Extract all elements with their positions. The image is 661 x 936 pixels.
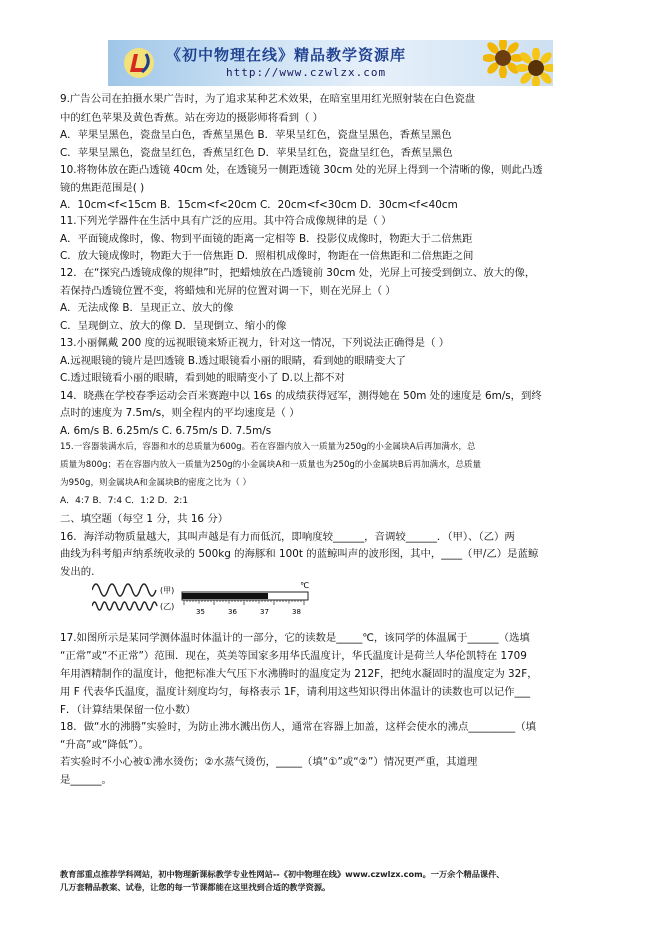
text-line: 10.将物体放在距凸透镜 40cm 处，在透镜另一侧距透镜 30cm 处的光屏上得到一个清晰的像，则此凸透 — [60, 164, 543, 176]
label-yi: (乙) — [160, 602, 175, 611]
text-line: 9.广告公司在拍摄水果广告时，为了追求某种艺术效果，在暗室里用红光照射装在白色瓷盘 — [60, 93, 476, 105]
text-line: A．4:7 B．7:4 C．1:2 D．2:1 — [60, 496, 189, 506]
text-line: A．10cm<f<15cm B．15cm<f<20cm C．20cm<f<30cm D．30cm<f<40cm — [60, 199, 458, 211]
text-line: 若实验时不小心被①沸水烫伤；②水蒸气烫伤，_____（填“①”或“②”）情况更严重，其道理 — [60, 756, 478, 768]
text-line: C．呈现倒立、放大的像 D．呈现倒立、缩小的像 — [60, 320, 287, 332]
tick-label: 38 — [292, 608, 301, 616]
text-line: C.透过眼镜看小丽的眼睛，看到她的眼睛变小了 D.以上都不对 — [60, 372, 345, 384]
text-line: C．放大镜成像时，物距大于一倍焦距 D．照相机成像时，物距在一倍焦距和二倍焦距之间 — [60, 250, 474, 262]
header-banner — [108, 40, 553, 86]
wave-thermometer-figure — [92, 576, 322, 620]
tick-label: 35 — [196, 608, 205, 616]
text-line: 13.小丽佩戴 200 度的远视眼镜来矫正视力，针对这一情况，下列说法正确得是（ ） — [60, 337, 450, 349]
tick-label: 37 — [260, 608, 269, 616]
text-line: 镜的焦距范围是( ) — [60, 182, 145, 194]
text-line: 是______。 — [60, 774, 112, 786]
text-line: “升高”或“降低”）。 — [60, 739, 150, 751]
text-line: 11.下列光学器件在生活中具有广泛的应用。其中符合成像规律的是（ ） — [60, 215, 392, 227]
text-line: A．平面镜成像时，像、物到平面镜的距离一定相等 B．投影仪成像时，物距大于二倍焦距 — [60, 233, 473, 245]
sunflower-icon — [516, 48, 553, 86]
text-line: “正常”或“不正常”）范围．现在，英美等国家多用华氏温度计，华氏温度计是荷兰人华伦凯特在 1709 — [60, 650, 527, 662]
text-line: 15.一容器装满水后，容器和水的总质量为600g。若在容器内放入一质量为250g的小金属块A后再加满水，总 — [60, 442, 476, 452]
mercury-column — [182, 593, 268, 599]
footer-line: 教育部重点推荐学科网站，初中物理新课标教学专业性网站--《初中物理在线》www.czwlzx.com。一万余个精品课件、 — [60, 869, 505, 879]
text-line: 用 F 代表华氏温度，温度计刻度均匀，每格表示 1F，请利用这些知识得出体温计的读数也可以记作___ — [60, 686, 531, 698]
banner-url: http://www.czwlzx.com — [226, 66, 387, 79]
text-line: A．无法成像 B．呈现正立、放大的像 — [60, 302, 234, 314]
text-line: 18．做“水的沸腾”实验时，为防止沸水溅出伤人，通常在容器上加盖，这样会使水的沸点_________（填 — [60, 721, 536, 733]
unit-label: ℃ — [300, 581, 309, 590]
text-line: C．苹果呈黑色，瓷盘呈红色，香蕉呈红色 D．苹果呈红色，瓷盘呈红色，香蕉呈黑色 — [60, 147, 453, 159]
thermometer — [182, 581, 309, 616]
text-line: 发出的. — [60, 566, 95, 578]
text-line: A.远视眼镜的镜片是凹透镜 B.透过眼镜看小丽的眼睛，看到她的眼睛变大了 — [60, 355, 407, 367]
text-line: 质量为800g；若在容器内放入一质量为250g的小金属块A和一质量也为250g的小金属块B后再加满水，总质量 — [60, 460, 482, 470]
text-line: 12．在“探究凸透镜成像的规律”时，把蜡烛放在凸透镜前 30cm 处，光屏上可接受到倒立、放大的像， — [60, 267, 536, 279]
wave-jia — [92, 584, 156, 596]
footer-line: 几万套精品教案、试卷，让您的每一节课都能在这里找到合适的教学资源。 — [60, 882, 331, 892]
text-line: 16．海洋动物质量越大，其叫声越是有力而低沉，即响度较______，音调较______．（甲）、（乙）两 — [60, 531, 515, 543]
banner-title: 《初中物理在线》精品教学资源库 — [166, 46, 407, 64]
text-line: 为950g，则金属块A和金属块B的密度之比为（ ） — [60, 478, 252, 488]
text-line: A．苹果呈黑色，瓷盘呈白色，香蕉呈黑色 B．苹果呈红色，瓷盘呈黑色，香蕉呈黑色 — [60, 129, 452, 141]
text-line: 14．晓燕在学校春季运动会百米赛跑中以 16s 的成绩获得冠军，测得她在 50m 处的速度是 6m/s，到终 — [60, 390, 542, 402]
text-line: 点时的速度为 7.5m/s，则全程内的平均速度是（ ） — [60, 407, 300, 419]
text-line: 曲线为科考船声纳系统收录的 500kg 的海豚和 100t 的蓝鲸叫声的波形图，其中，____（甲/乙）是蓝鲸 — [60, 548, 539, 560]
text-line: A. 6m/s B. 6.25m/s C. 6.75m/s D. 7.5m/s — [60, 425, 272, 437]
logo-icon — [122, 46, 156, 80]
tick-label: 36 — [228, 608, 237, 616]
text-line: 17.如图所示是某同学测体温时体温计的一部分，它的读数是_____℃，该同学的体温属于______（选填 — [60, 632, 530, 644]
text-line: 二、填空题（每空 1 分，共 16 分） — [60, 513, 229, 525]
page-footer — [60, 868, 620, 894]
wave-yi — [92, 602, 157, 610]
text-line: 年用酒精制作的温度计，他把标准大气压下水沸腾时的温度定为 212F，把纯水凝固时的温度定为 32F， — [60, 668, 538, 680]
text-line: F．（计算结果保留一位小数） — [60, 704, 196, 716]
label-jia: (甲) — [160, 586, 175, 595]
text-line: 中的红色苹果及黄色香蕉。站在旁边的摄影师将看到（ ） — [60, 112, 324, 124]
text-line: 若保持凸透镜位置不变，将蜡烛和光屏的位置对调一下，则在光屏上（ ） — [60, 285, 396, 297]
